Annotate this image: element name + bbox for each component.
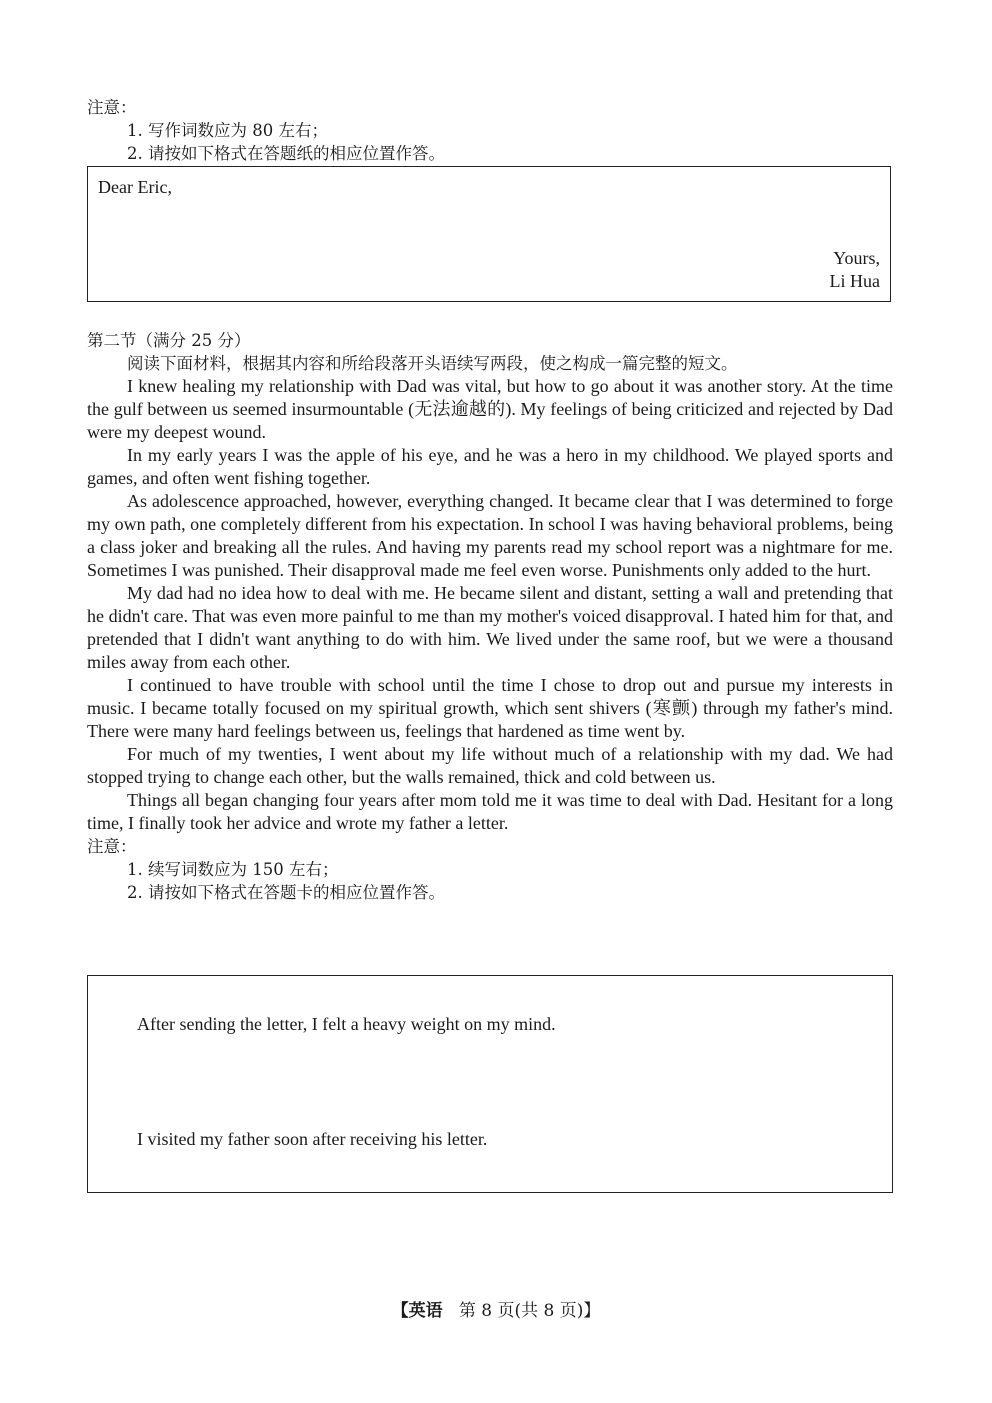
paragraph-opening-1: After sending the letter, I felt a heavy weight on my mind. bbox=[137, 1014, 556, 1034]
story-paragraph-3: As adolescence approached, however, everything changed. It became clear that I was determined to forge my own path, one completely different from his expectation. In school I was having behavioral problems, being a class joker and breaking all the rules. And having my parents read my school report was a nightmare for me. Sometimes I was punished. Their disapproval made me feel even worse. Punishments only added to the hurt. bbox=[87, 491, 893, 580]
note-title: 注意： bbox=[87, 98, 137, 117]
page-footer bbox=[0, 1296, 992, 1321]
letter-signature: Li Hua bbox=[829, 271, 880, 291]
section2-instruction: 阅读下面材料，根据其内容和所给段落开头语续写两段，使之构成一篇完整的短文。 bbox=[127, 354, 738, 373]
note-item-1: 1. 写作词数应为 80 左右； bbox=[127, 121, 328, 140]
letter-greeting: Dear Eric, bbox=[98, 177, 172, 197]
note-item-2: 2. 请按如下格式在答题纸的相应位置作答。 bbox=[127, 144, 445, 163]
section2-note-item-1: 1. 续写词数应为 150 左右； bbox=[127, 860, 339, 879]
story-paragraph-2: In my early years I was the apple of his eye, and he was a hero in my childhood. We played sports and games, and often went fishing together. bbox=[87, 445, 893, 488]
paragraph-opening-2: I visited my father soon after receiving his letter. bbox=[137, 1129, 488, 1149]
section1-notes bbox=[87, 96, 893, 165]
section2-heading: 第二节（满分 25 分） bbox=[87, 331, 251, 350]
story-paragraph-5: I continued to have trouble with school until the time I chose to drop out and pursue my interests in music. I became totally focused on my spiritual growth, which sent shivers (寒颤) through my father's mind. There were many hard feelings between us, feelings that hardened as time went by. bbox=[87, 675, 893, 741]
footer-page-info: 第 8 页(共 8 页)】 bbox=[458, 1301, 601, 1321]
story-paragraph-6: For much of my twenties, I went about my life without much of a relationship with my dad. We had stopped trying to change each other, but the walls remained, thick and cold between us. bbox=[87, 744, 893, 787]
section2 bbox=[87, 329, 893, 904]
story-paragraph-4: My dad had no idea how to deal with me. He became silent and distant, setting a wall and pretending that he didn't care. That was even more painful to me than my mother's voiced disapproval. I hated him for that, and pretended that I didn't want anything to do with him. We lived under the same roof, but we were a thousand miles away from each other. bbox=[87, 583, 893, 672]
continuation-answer-box bbox=[87, 975, 893, 1193]
letter-answer-box bbox=[87, 166, 891, 302]
letter-closing-block bbox=[830, 247, 880, 293]
section2-note-item-2: 2. 请按如下格式在答题卡的相应位置作答。 bbox=[127, 883, 445, 902]
letter-closing: Yours, bbox=[833, 248, 880, 268]
story-paragraph-1: I knew healing my relationship with Dad was vital, but how to go about it was another story. At the time the gulf between us seemed insurmountable (无法逾越的). My feelings of being criticized and rejected by Dad were my deepest wound. bbox=[87, 376, 893, 442]
section2-note-title: 注意： bbox=[87, 837, 137, 856]
footer-subject: 【英语 bbox=[391, 1301, 443, 1321]
story-paragraph-7: Things all began changing four years after mom told me it was time to deal with Dad. Hesitant for a long time, I finally took her advice and wrote my father a letter. bbox=[87, 790, 893, 833]
